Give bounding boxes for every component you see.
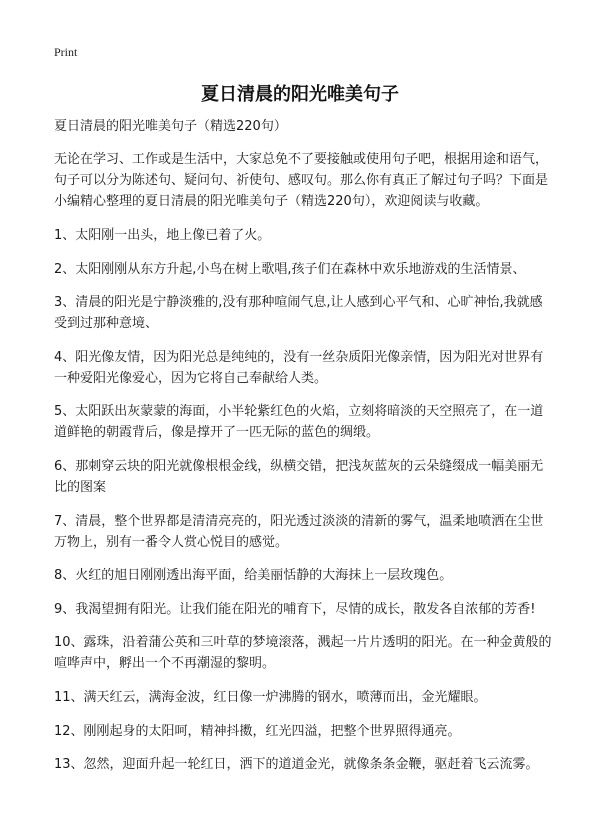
sentence-item: 6、那刺穿云块的阳光就像根根金线，纵横交错，把浅灰蓝灰的云朵缝缀成一幅美丽无比的图案	[54, 458, 544, 495]
sentence-item: 10、露珠，沿着蒲公英和三叶草的梦境滚落，溅起一片片透明的阳光。在一种金黄般的喧哗声中，孵出一个不再潮湿的黎明。	[54, 635, 552, 672]
sentence-item: 5、太阳跃出灰蒙蒙的海面，小半轮紫红色的火焰，立刻将暗淡的天空照亮了，在一道道鲜艳的朝霞背后，像是撑开了一匹无际的蓝色的绸缎。	[54, 404, 544, 441]
sentence-list	[54, 225, 554, 775]
article-body	[54, 116, 554, 788]
sentence-item: 12、刚刚起身的太阳呵，精神抖擞，红光四溢，把整个世界照得通亮。	[54, 723, 461, 739]
sentence-item: 3、清晨的阳光是宁静淡雅的,没有那种喧闹气息,让人感到心平气和、心旷神怡,我就感受到过那种意境、	[54, 295, 543, 332]
sentence-item: 9、我渴望拥有阳光。让我们能在阳光的哺育下，尽情的成长，散发各自浓郁的芳香!	[54, 601, 536, 617]
intro-paragraph: 无论在学习、工作或是生活中，大家总免不了要接触或使用句子吧，根据用途和语气，句子可以分为陈述句、疑问句、祈使句、感叹句。那么你有真正了解过句子吗？下面是小编精心整理的夏日清晨的阳光唯美句子（精选220句），欢迎阅读与收藏。	[54, 152, 549, 209]
page-title: 夏日清晨的阳光唯美句子	[201, 84, 399, 105]
sentence-item: 8、火红的旭日刚刚透出海平面，给美丽恬静的大海抹上一层玫瑰色。	[54, 568, 453, 584]
sentence-item: 4、阳光像友情，因为阳光总是纯纯的，没有一丝杂质阳光像亲情，因为阳光对世界有一种爱阳光像爱心，因为它将自己奉献给人类。	[54, 349, 544, 386]
print-label: Print	[54, 45, 78, 59]
article-subtitle: 夏日清晨的阳光唯美句子（精选220句）	[54, 119, 287, 134]
sentence-item: 7、清晨，整个世界都是清清亮亮的，阳光透过淡淡的清新的雾气，温柔地喷洒在尘世万物上，别有一番令人赏心悦目的感觉。	[54, 513, 544, 550]
sentence-item: 1、太阳刚一出头，地上像已着了火。	[54, 228, 271, 243]
sentence-item: 2、太阳刚刚从东方升起,小鸟在树上歌唱,孩子们在森林中欢乐地游戏的生活情景、	[54, 261, 526, 277]
sentence-item: 11、满天红云，满海金波，红日像一炉沸腾的钢水，喷薄而出，金光耀眼。	[54, 689, 487, 705]
sentence-item: 13、忽然，迎面升起一轮红日，洒下的道道金光，就像条条金鞭，驱赶着飞云流雾。	[54, 757, 539, 773]
